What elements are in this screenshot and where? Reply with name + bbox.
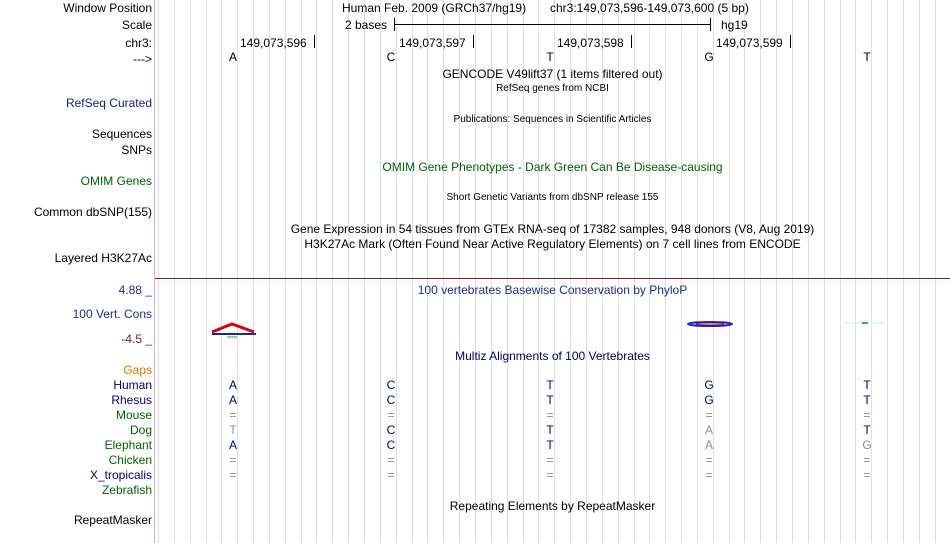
alignment-base: = bbox=[387, 468, 395, 482]
alignment-base: = bbox=[387, 453, 395, 467]
alignment-base: T bbox=[863, 393, 871, 407]
alignment-base: T bbox=[863, 423, 871, 437]
scale-bar bbox=[394, 24, 711, 25]
range-text[interactable]: chr3:149,073,596-149,073,600 (5 bp) bbox=[550, 1, 749, 15]
alignment-base: A bbox=[228, 393, 237, 407]
repeatmasker-track-title[interactable]: Repeating Elements by RepeatMasker bbox=[449, 499, 656, 513]
dbsnp-track-title[interactable]: Short Genetic Variants from dbSNP release 155 bbox=[446, 192, 659, 203]
h3k27-track-title[interactable]: H3K27Ac Mark (Often Found Near Active Regulatory Elements) on 7 cell lines from ENCODE bbox=[304, 237, 801, 251]
snps-label[interactable]: SNPs bbox=[121, 143, 152, 157]
cons-label[interactable]: 100 Vert. Cons bbox=[72, 307, 152, 321]
alignment-base: T bbox=[546, 423, 554, 437]
alignment-base: = bbox=[863, 453, 871, 467]
dbsnp-label[interactable]: Common dbSNP(155) bbox=[33, 205, 152, 219]
ruler-position-label: 149,073,597 bbox=[399, 36, 466, 50]
reference-base: C bbox=[386, 50, 396, 64]
gtex-track-title[interactable]: Gene Expression in 54 tissues from GTEx RNA-seq of 17382 samples, 948 donors (V8, Aug 2019) bbox=[290, 222, 815, 236]
cons-max-label: 4.88 _ bbox=[118, 283, 152, 297]
alignment-base: = bbox=[546, 408, 554, 422]
chrom-label: chr3: bbox=[125, 36, 152, 50]
species-label[interactable]: Elephant bbox=[104, 438, 152, 452]
alignment-base: T bbox=[546, 378, 554, 392]
ruler-tick bbox=[314, 35, 315, 48]
species-label[interactable]: Rhesus bbox=[111, 393, 152, 407]
track-divider bbox=[155, 278, 950, 279]
alignment-base: C bbox=[386, 393, 396, 407]
alignment-base: A bbox=[228, 378, 237, 392]
alignment-base: T bbox=[546, 393, 554, 407]
alignment-base: = bbox=[546, 453, 554, 467]
species-label[interactable]: Human bbox=[113, 378, 152, 392]
ruler-position-label: 149,073,599 bbox=[716, 36, 783, 50]
alignment-base: T bbox=[863, 378, 871, 392]
cons-track-title[interactable]: 100 vertebrates Basewise Conservation by PhyloP bbox=[417, 283, 688, 297]
alignment-base: A bbox=[704, 438, 713, 452]
alignment-base: A bbox=[704, 423, 713, 437]
alignment-base: = bbox=[705, 453, 713, 467]
species-label[interactable]: Chicken bbox=[108, 453, 152, 467]
species-label[interactable]: Mouse bbox=[115, 408, 152, 422]
reference-base: T bbox=[546, 50, 554, 64]
scale-bar-left-tick bbox=[394, 18, 395, 31]
gaps-label[interactable]: Gaps bbox=[123, 363, 152, 377]
alignment-base: = bbox=[387, 408, 395, 422]
assembly-text: Human Feb. 2009 (GRCh37/hg19) bbox=[342, 1, 527, 15]
gencode-track-title[interactable]: GENCODE V49lift37 (1 items filtered out) bbox=[442, 67, 663, 81]
omim-label[interactable]: OMIM Genes bbox=[80, 174, 152, 188]
alignment-base: = bbox=[229, 408, 237, 422]
alignment-base: T bbox=[229, 423, 237, 437]
alignment-base: G bbox=[704, 393, 714, 407]
refseq-track-title[interactable]: RefSeq genes from NCBI bbox=[496, 83, 609, 94]
reference-base: T bbox=[863, 50, 871, 64]
species-label[interactable]: Zebrafish bbox=[101, 483, 152, 497]
omim-track-title[interactable]: OMIM Gene Phenotypes - Dark Green Can Be Disease-causing bbox=[382, 160, 723, 174]
ruler-tick bbox=[631, 35, 632, 48]
repeatmasker-label[interactable]: RepeatMasker bbox=[73, 513, 152, 527]
db-text: hg19 bbox=[721, 18, 748, 32]
sequences-label[interactable]: Sequences bbox=[91, 127, 152, 141]
reference-base: G bbox=[704, 50, 714, 64]
ruler-position-label: 149,073,596 bbox=[240, 36, 307, 50]
alignment-base: C bbox=[386, 378, 396, 392]
alignment-base: = bbox=[546, 468, 554, 482]
alignment-base: T bbox=[546, 438, 554, 452]
alignment-base: = bbox=[863, 408, 871, 422]
multiz-track-title[interactable]: Multiz Alignments of 100 Vertebrates bbox=[455, 349, 650, 363]
publications-track-title[interactable]: Publications: Sequences in Scientific Articles bbox=[453, 114, 652, 125]
ruler-position-label: 149,073,598 bbox=[557, 36, 624, 50]
alignment-base: G bbox=[704, 378, 714, 392]
alignment-base: G bbox=[862, 438, 872, 452]
alignment-base: = bbox=[229, 453, 237, 467]
alignment-base: = bbox=[863, 468, 871, 482]
scale-label: Scale bbox=[121, 18, 152, 32]
cons-peak-a bbox=[212, 324, 254, 332]
cons-plot bbox=[155, 316, 950, 340]
ruler-tick bbox=[473, 35, 474, 48]
alignment-base: = bbox=[705, 468, 713, 482]
reference-base: A bbox=[228, 50, 237, 64]
window-position-label: Window Position bbox=[63, 1, 152, 15]
alignment-base: = bbox=[705, 408, 713, 422]
species-label[interactable]: X_tropicalis bbox=[89, 468, 152, 482]
alignment-base: C bbox=[386, 438, 396, 452]
alignment-base: A bbox=[228, 438, 237, 452]
strand-label: ---> bbox=[133, 52, 152, 66]
h3k27-label[interactable]: Layered H3K27Ac bbox=[54, 251, 152, 265]
refseq-label[interactable]: RefSeq Curated bbox=[65, 96, 152, 110]
alignment-base: = bbox=[229, 468, 237, 482]
alignment-base: C bbox=[386, 423, 396, 437]
ruler-tick bbox=[790, 35, 791, 48]
species-label[interactable]: Dog bbox=[129, 423, 152, 437]
scale-text: 2 bases bbox=[345, 18, 388, 32]
cons-min-label: -4.5 _ bbox=[121, 332, 152, 346]
scale-bar-right-tick bbox=[710, 18, 711, 31]
